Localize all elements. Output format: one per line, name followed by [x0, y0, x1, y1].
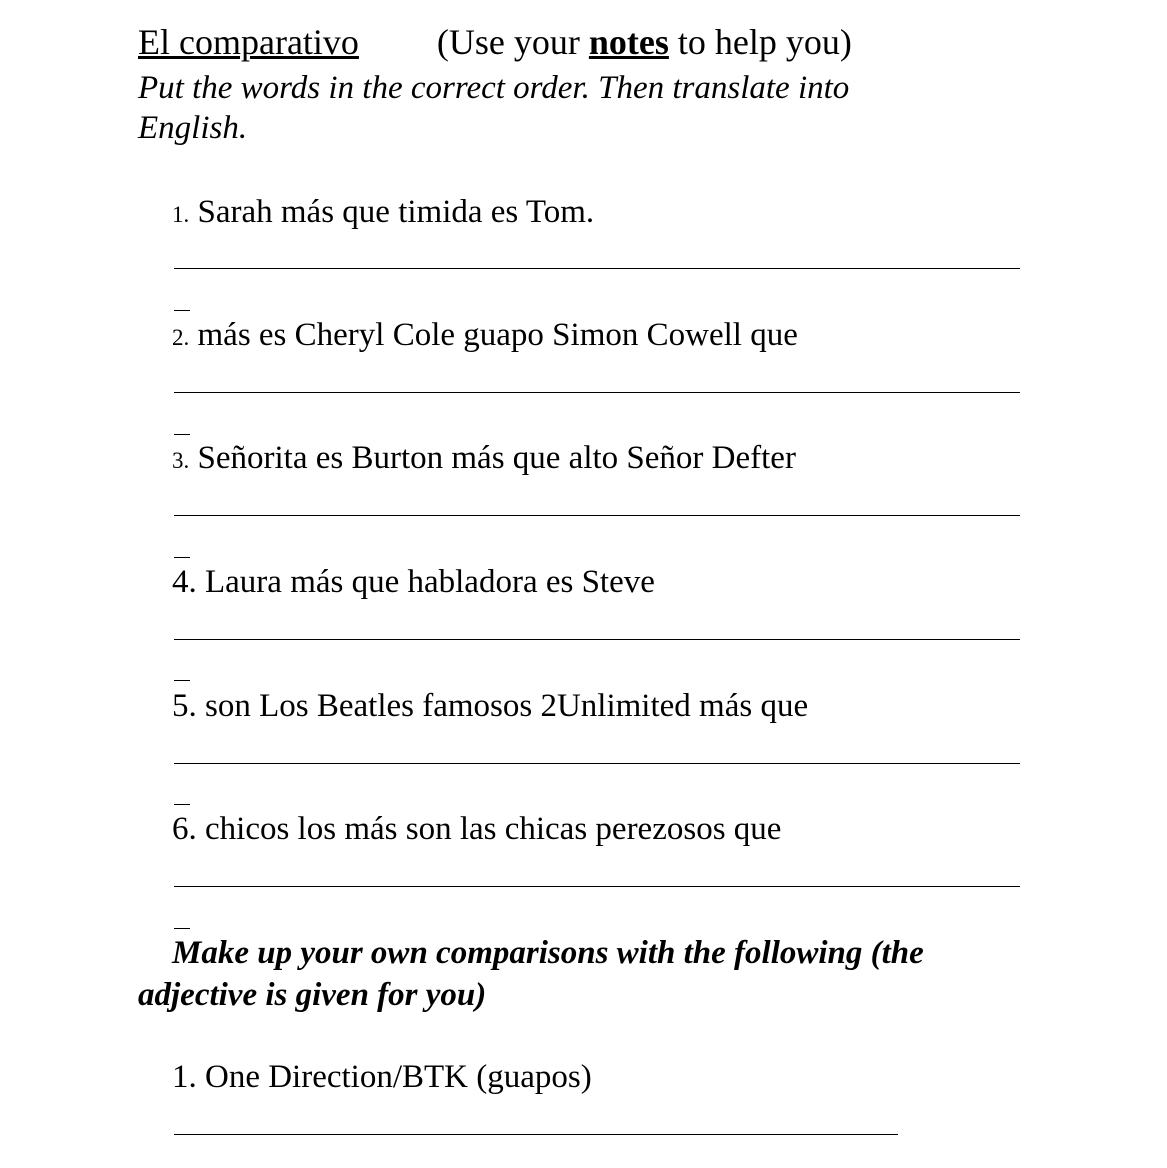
answer-line-5[interactable] — [174, 763, 1020, 764]
instructions-line-2: English. — [138, 110, 248, 146]
item-number: 1. — [172, 202, 190, 227]
item-text: más es Cheryl Cole guapo Simon Cowell que — [197, 317, 798, 353]
item-number: 5. — [172, 688, 197, 724]
item-number: 3. — [172, 448, 190, 473]
worksheet-title: El comparativo — [138, 22, 359, 62]
exercise-item-1 — [172, 192, 594, 235]
item-text: Señorita es Burton más que alto Señor Defter — [197, 440, 796, 476]
item-number: 2. — [172, 325, 190, 350]
answer-line-2-continuation — [174, 434, 190, 435]
instructions-line-1: Put the words in the correct order. Then translate into — [138, 70, 850, 106]
item-text: Laura más que habladora es Steve — [205, 564, 655, 600]
answer-line-4[interactable] — [174, 639, 1020, 640]
item-number: 4. — [172, 564, 197, 600]
item-number: 6. — [172, 811, 197, 847]
header — [138, 18, 852, 66]
item-text: chicos los más son las chicas perezosos que — [205, 811, 782, 847]
comparison-answer-line-1[interactable] — [174, 1134, 898, 1135]
exercise-item-6 — [172, 809, 781, 849]
item-text: son Los Beatles famosos 2Unlimited más que — [205, 688, 809, 724]
notes-hint-after: to help you) — [668, 22, 852, 62]
answer-line-6[interactable] — [174, 886, 1020, 887]
exercise-item-5 — [172, 686, 808, 726]
answer-line-6-continuation — [174, 928, 190, 929]
answer-line-5-continuation — [174, 804, 190, 805]
notes-hint-bold: notes — [588, 22, 669, 62]
item-text: One Direction/BTK (guapos) — [205, 1059, 592, 1095]
notes-hint-before: (Use your — [436, 22, 589, 62]
section-2-instruction-line-1: Make up your own comparisons with the following (the — [172, 935, 924, 971]
answer-line-2[interactable] — [174, 392, 1020, 393]
comparison-item-1 — [172, 1057, 592, 1097]
answer-line-1-continuation — [174, 310, 190, 311]
answer-line-3[interactable] — [174, 515, 1020, 516]
exercise-item-3 — [172, 438, 796, 481]
item-number: 1. — [172, 1059, 197, 1095]
exercise-item-2 — [172, 315, 798, 358]
answer-line-3-continuation — [174, 557, 190, 558]
section-2-instruction-line-2: adjective is given for you) — [138, 977, 487, 1013]
answer-line-1[interactable] — [174, 268, 1020, 269]
answer-line-4-continuation — [174, 680, 190, 681]
item-text: Sarah más que timida es Tom. — [197, 194, 595, 230]
exercise-item-4 — [172, 562, 655, 602]
